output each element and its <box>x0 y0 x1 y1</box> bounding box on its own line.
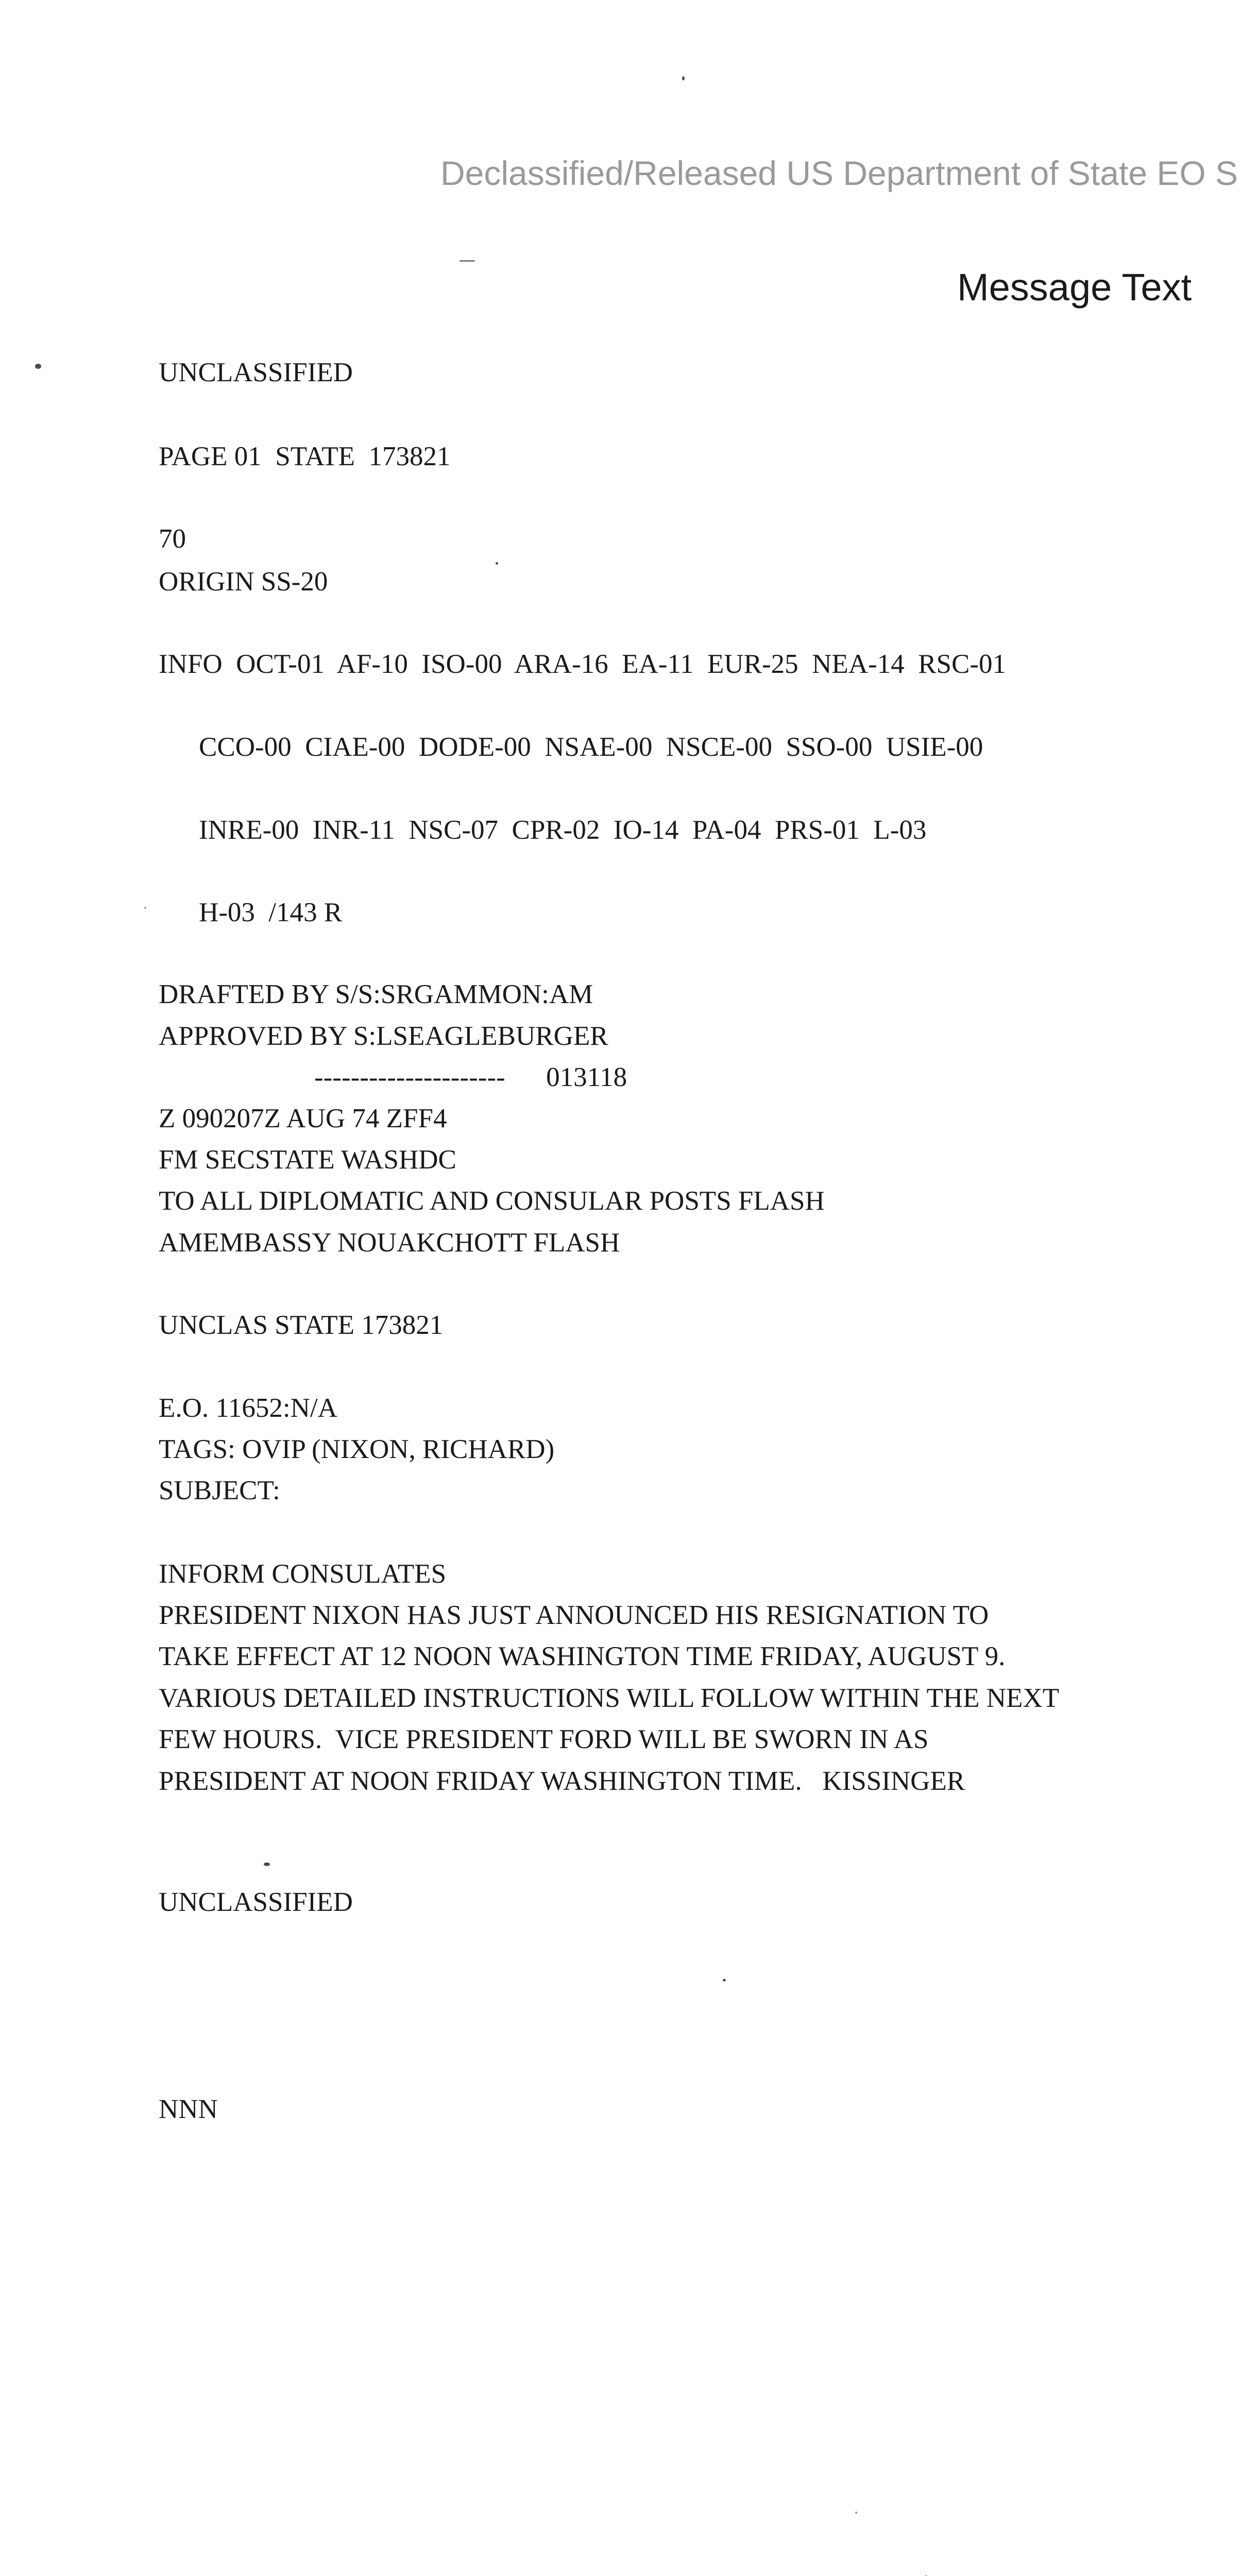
scan-speck <box>35 364 41 369</box>
info-line-1: INFO OCT-01 AF-10 ISO-00 ARA-16 EA-11 EUR-25 NEA-14 RSC-01 <box>159 649 1006 679</box>
unclas-line: UNCLAS STATE 173821 <box>159 1310 444 1340</box>
approved-line: APPROVED BY S:LSEAGLEBURGER <box>159 1021 608 1051</box>
scan-speck <box>460 260 475 262</box>
dtg-line: Z 090207Z AUG 74 ZFF4 <box>159 1104 447 1133</box>
seventy-line: 70 <box>159 524 186 554</box>
nnn-line: NNN <box>159 2094 218 2124</box>
from-line: FM SECSTATE WASHDC <box>159 1145 456 1175</box>
origin-line: ORIGIN SS-20 <box>159 567 328 597</box>
info-line-4: H-03 /143 R <box>199 897 343 927</box>
scan-speck <box>496 562 498 565</box>
scan-speck <box>682 76 685 80</box>
body-line: INFORM CONSULATES <box>159 1559 447 1589</box>
subject-line: SUBJECT: <box>159 1476 280 1505</box>
scan-speck <box>264 1862 270 1866</box>
scan-speck <box>855 2512 857 2514</box>
amembassy-line: AMEMBASSY NOUAKCHOTT FLASH <box>159 1228 620 1258</box>
info-line-2: CCO-00 CIAE-00 DODE-00 NSAE-00 NSCE-00 SSO-00 USIE-00 <box>199 732 983 762</box>
body-line: FEW HOURS. VICE PRESIDENT FORD WILL BE SWORN IN AS <box>159 1724 929 1754</box>
info-line-3: INRE-00 INR-11 NSC-07 CPR-02 IO-14 PA-04 PRS-01 L-03 <box>199 815 927 845</box>
body-line: PRESIDENT NIXON HAS JUST ANNOUNCED HIS RESIGNATION TO <box>159 1600 989 1630</box>
drafted-line: DRAFTED BY S/S:SRGAMMON:AM <box>159 979 593 1009</box>
dashes-line: --------------------- 013118 <box>314 1062 627 1092</box>
page-line: PAGE 01 STATE 173821 <box>159 442 451 471</box>
body-line: PRESIDENT AT NOON FRIDAY WASHINGTON TIME. KISSINGER <box>159 1766 965 1796</box>
classification-bottom: UNCLASSIFIED <box>159 1887 353 1917</box>
declassified-banner-top: Declassified/Released US Department of State EO S <box>440 154 1238 192</box>
body-line: VARIOUS DETAILED INSTRUCTIONS WILL FOLLOW WITHIN THE NEXT <box>159 1683 1060 1713</box>
tags-line: TAGS: OVIP (NIXON, RICHARD) <box>159 1434 555 1464</box>
message-text-title: Message Text <box>957 266 1192 309</box>
classification-top: UNCLASSIFIED <box>159 358 353 387</box>
to-line: TO ALL DIPLOMATIC AND CONSULAR POSTS FLASH <box>159 1186 825 1216</box>
scan-speck <box>723 1979 726 1981</box>
scan-speck <box>144 907 146 909</box>
body-line: TAKE EFFECT AT 12 NOON WASHINGTON TIME FRIDAY, AUGUST 9. <box>159 1641 1006 1671</box>
eo-line: E.O. 11652:N/A <box>159 1393 337 1423</box>
